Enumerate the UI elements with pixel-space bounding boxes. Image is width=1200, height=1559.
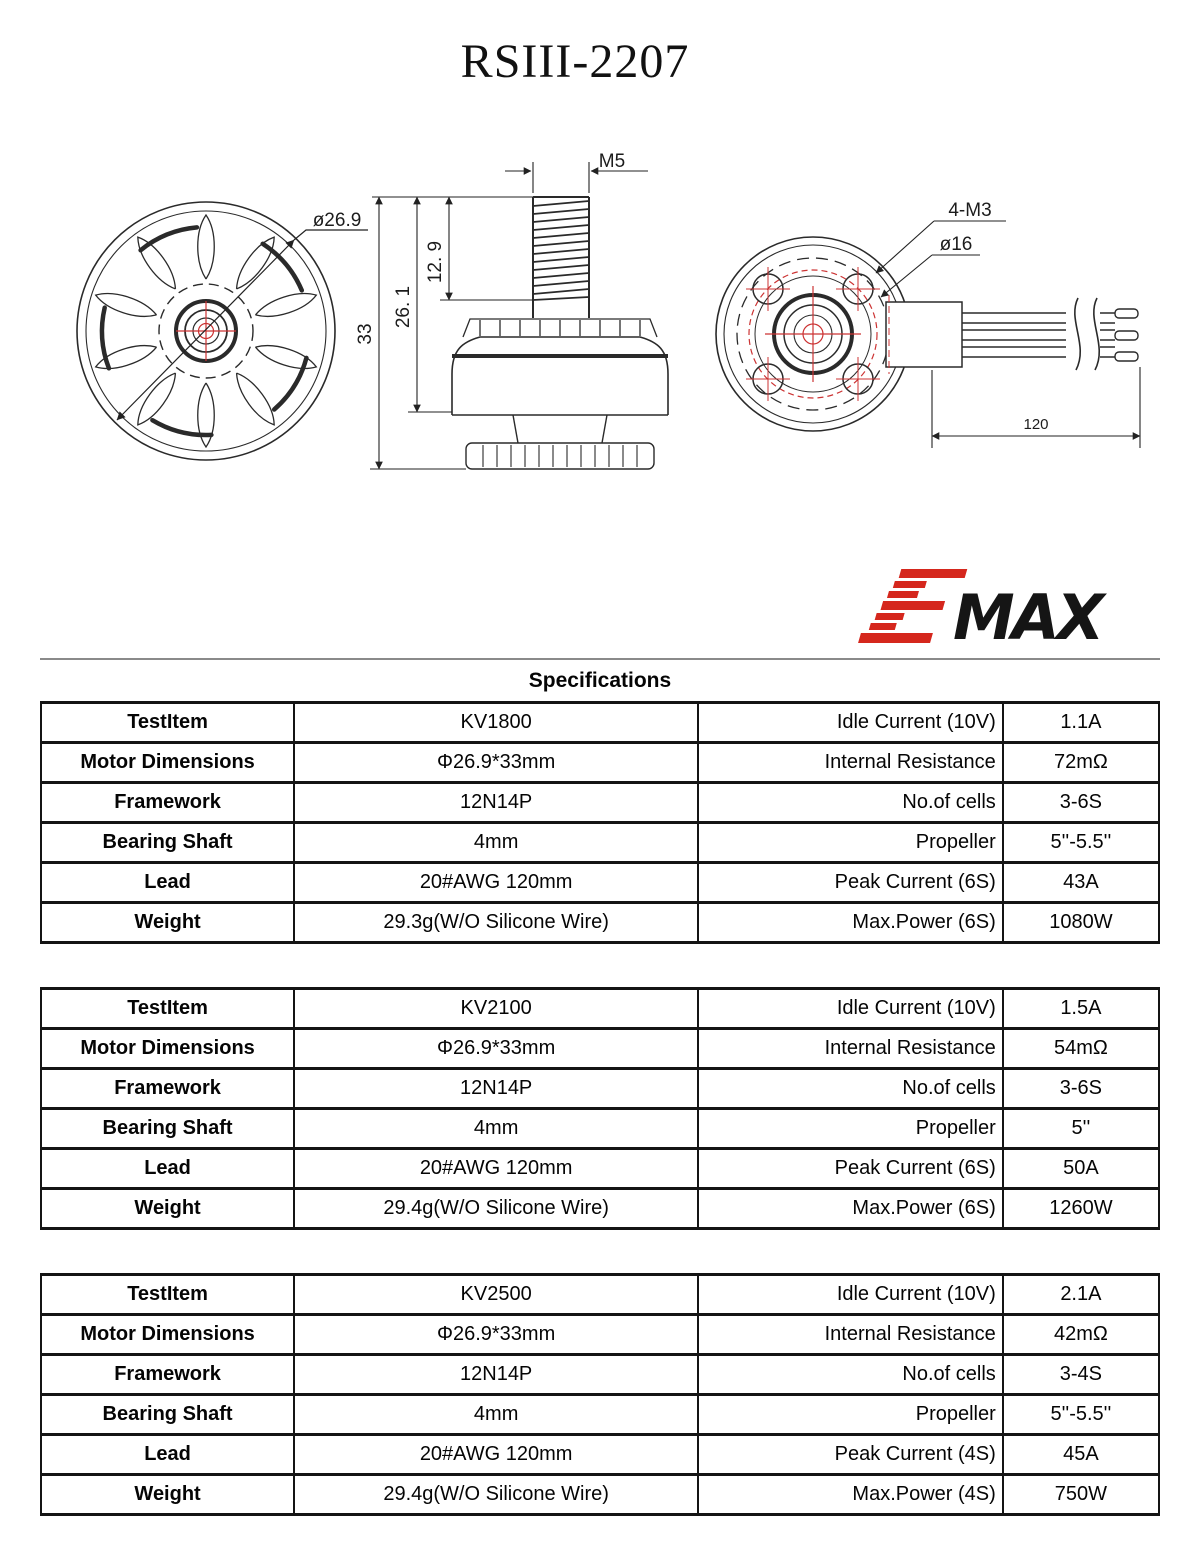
spec-table-kv1800	[40, 704, 1160, 944]
rear-bolt-circle-label: ø16	[939, 234, 973, 255]
spec-label: TestItem	[41, 1275, 294, 1315]
table-row	[41, 823, 1159, 863]
emax-logo-e-icon	[858, 569, 967, 643]
spec-value: 750W	[1003, 1475, 1159, 1515]
spec-value: KV1800	[294, 704, 698, 743]
spec-value: 5''-5.5''	[1003, 823, 1159, 863]
spec-label: Bearing Shaft	[41, 1395, 294, 1435]
spec-label: Peak Current (6S)	[698, 863, 1003, 903]
spec-label: Framework	[41, 1355, 294, 1395]
side-body-height-label: 26. 1	[393, 285, 414, 329]
spec-label: Bearing Shaft	[41, 823, 294, 863]
front-diameter-label: ø26.9	[312, 210, 362, 231]
table-row	[41, 1189, 1159, 1229]
spec-value: 3-6S	[1003, 1069, 1159, 1109]
spec-value: 29.4g(W/O Silicone Wire)	[294, 1475, 698, 1515]
spec-label: Propeller	[698, 1109, 1003, 1149]
spec-value: 4mm	[294, 1395, 698, 1435]
spec-value: Φ26.9*33mm	[294, 743, 698, 783]
side-thread-label: M5	[598, 151, 626, 172]
front-view-drawing	[77, 202, 368, 460]
spec-value: 43A	[1003, 863, 1159, 903]
spec-label: Peak Current (6S)	[698, 1149, 1003, 1189]
wire-length-label: 120	[1023, 416, 1049, 433]
spec-value: 54mΩ	[1003, 1029, 1159, 1069]
side-thread-length-label: 12. 9	[425, 240, 446, 284]
rear-center-crosshair	[765, 286, 861, 382]
spec-label: TestItem	[41, 989, 294, 1029]
spec-value: KV2100	[294, 989, 698, 1029]
spec-value: 42mΩ	[1003, 1315, 1159, 1355]
table-row	[41, 1435, 1159, 1475]
rear-mounting-label: 4-M3	[948, 200, 992, 221]
spec-value: 4mm	[294, 823, 698, 863]
spec-label: Lead	[41, 1435, 294, 1475]
table-row	[41, 704, 1159, 743]
table-row	[41, 1315, 1159, 1355]
spec-value: 12N14P	[294, 783, 698, 823]
spec-label: Motor Dimensions	[41, 1029, 294, 1069]
spec-label: Peak Current (4S)	[698, 1435, 1003, 1475]
spec-value: 3-4S	[1003, 1355, 1159, 1395]
spec-label: Lead	[41, 863, 294, 903]
table-row	[41, 743, 1159, 783]
spec-label: Idle Current (10V)	[698, 1275, 1003, 1315]
table-row	[41, 1109, 1159, 1149]
spec-value: Φ26.9*33mm	[294, 1315, 698, 1355]
spec-value: 2.1A	[1003, 1275, 1159, 1315]
table-row	[41, 1149, 1159, 1189]
spec-value: 29.3g(W/O Silicone Wire)	[294, 903, 698, 943]
specifications-heading: Specifications	[40, 658, 1160, 704]
table-row	[41, 989, 1159, 1029]
specifications-section	[40, 658, 1160, 1516]
spec-label: Propeller	[698, 823, 1003, 863]
side-view-drawing	[355, 151, 668, 469]
table-row	[41, 863, 1159, 903]
spec-value: 4mm	[294, 1109, 698, 1149]
spec-label: Weight	[41, 903, 294, 943]
spec-label: Framework	[41, 783, 294, 823]
emax-logo-max-text: MAX	[953, 581, 1102, 654]
spec-value: 1260W	[1003, 1189, 1159, 1229]
side-total-height-label: 33	[355, 323, 376, 345]
page-title: RSIII-2207	[460, 35, 690, 88]
spec-table-kv2500	[40, 1273, 1160, 1516]
spec-label: Weight	[41, 1475, 294, 1515]
spec-label: Weight	[41, 1189, 294, 1229]
front-diameter-dimension	[117, 230, 368, 420]
spec-label: Idle Current (10V)	[698, 989, 1003, 1029]
spec-label: Internal Resistance	[698, 743, 1003, 783]
spec-label: No.of cells	[698, 1355, 1003, 1395]
spec-value: 5''-5.5''	[1003, 1395, 1159, 1435]
spec-label: Max.Power (4S)	[698, 1475, 1003, 1515]
spec-label: Max.Power (6S)	[698, 1189, 1003, 1229]
spec-value: 12N14P	[294, 1355, 698, 1395]
spec-value: 3-6S	[1003, 783, 1159, 823]
spec-label: No.of cells	[698, 783, 1003, 823]
spec-label: Max.Power (6S)	[698, 903, 1003, 943]
spec-label: Motor Dimensions	[41, 1315, 294, 1355]
spec-value: 1080W	[1003, 903, 1159, 943]
spec-value: 50A	[1003, 1149, 1159, 1189]
spec-label: No.of cells	[698, 1069, 1003, 1109]
spec-value: 1.1A	[1003, 704, 1159, 743]
spec-value: 12N14P	[294, 1069, 698, 1109]
table-row	[41, 1275, 1159, 1315]
table-gap	[40, 944, 1160, 987]
table-row	[41, 903, 1159, 943]
spec-value: 72mΩ	[1003, 743, 1159, 783]
spec-value: 29.4g(W/O Silicone Wire)	[294, 1189, 698, 1229]
spec-value: 5''	[1003, 1109, 1159, 1149]
emax-logo	[845, 563, 1135, 655]
spec-value: 20#AWG 120mm	[294, 1149, 698, 1189]
spec-label: TestItem	[41, 704, 294, 743]
spec-label: Bearing Shaft	[41, 1109, 294, 1149]
spec-label: Internal Resistance	[698, 1029, 1003, 1069]
rear-view-drawing	[716, 200, 1140, 448]
wire-pins	[1115, 309, 1138, 361]
spec-label: Propeller	[698, 1395, 1003, 1435]
spec-value: Φ26.9*33mm	[294, 1029, 698, 1069]
spec-label: Idle Current (10V)	[698, 704, 1003, 743]
table-row	[41, 1355, 1159, 1395]
table-gap	[40, 1230, 1160, 1273]
spec-table-kv2100	[40, 987, 1160, 1230]
spec-label: Motor Dimensions	[41, 743, 294, 783]
spec-value: 20#AWG 120mm	[294, 863, 698, 903]
spec-value: KV2500	[294, 1275, 698, 1315]
spec-value: 45A	[1003, 1435, 1159, 1475]
spec-label: Internal Resistance	[698, 1315, 1003, 1355]
table-row	[41, 783, 1159, 823]
table-row	[41, 1069, 1159, 1109]
motor-technical-drawing	[0, 110, 1200, 530]
spec-label: Framework	[41, 1069, 294, 1109]
table-row	[41, 1395, 1159, 1435]
table-row	[41, 1029, 1159, 1069]
spec-value: 1.5A	[1003, 989, 1159, 1029]
spec-value: 20#AWG 120mm	[294, 1435, 698, 1475]
spec-label: Lead	[41, 1149, 294, 1189]
table-row	[41, 1475, 1159, 1515]
